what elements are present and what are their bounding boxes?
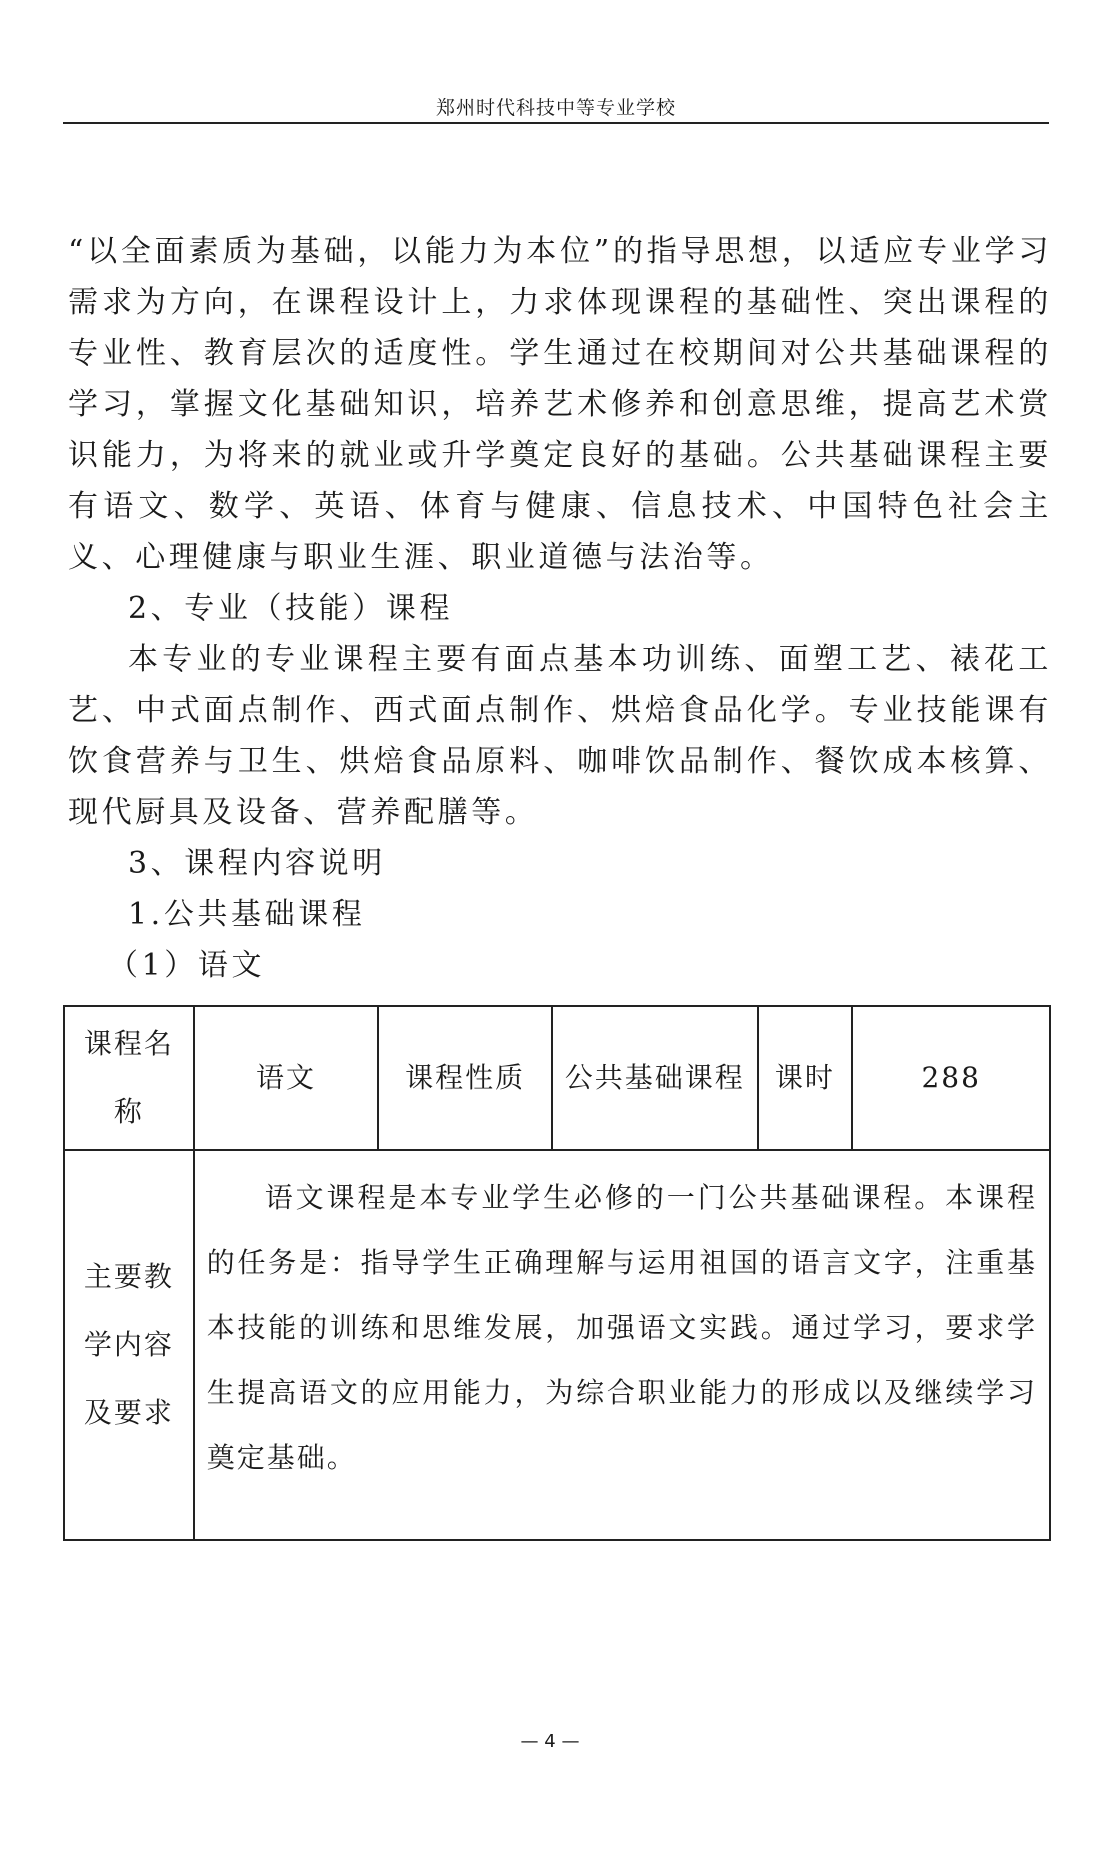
page-header: 郑州时代科技中等专业学校 bbox=[435, 97, 676, 119]
professional-courses-paragraph: 本专业的专业课程主要有面点基本功训练、面塑工艺、裱花工艺、中式面点制作、西式面点制作、烘焙食品化学。专业技能课有饮食营养与卫生、烘焙食品原料、咖啡饮品制作、餐饮成本核算、现代厨具及设备、营养配膳等。 bbox=[68, 642, 1052, 830]
header-divider bbox=[63, 122, 1049, 124]
course-hours-value: 288 bbox=[921, 1061, 981, 1094]
course-name-label: 课程名称 bbox=[83, 1027, 174, 1128]
table-row bbox=[64, 1006, 1050, 1150]
course-hours-cell bbox=[852, 1006, 1050, 1150]
course-nature-cell bbox=[552, 1006, 758, 1150]
section-heading-professional-courses: 2、专业（技能）课程 bbox=[128, 591, 454, 626]
course-name-label-cell bbox=[64, 1006, 194, 1150]
course-hours-label: 课时 bbox=[774, 1061, 835, 1094]
course-info-table bbox=[63, 1005, 1051, 1541]
subsection-heading-chinese: （1）语文 bbox=[108, 948, 266, 983]
course-name-value: 语文 bbox=[256, 1061, 317, 1094]
course-nature-value: 公共基础课程 bbox=[564, 1061, 745, 1094]
course-name-cell bbox=[194, 1006, 379, 1150]
table-row bbox=[64, 1150, 1050, 1540]
course-hours-label-cell bbox=[758, 1006, 853, 1150]
course-nature-label: 课程性质 bbox=[405, 1061, 526, 1094]
page-number: — 4 — bbox=[520, 1731, 580, 1752]
course-nature-label-cell bbox=[378, 1006, 552, 1150]
content-text: 语文课程是本专业学生必修的一门公共基础课程。本课程的任务是：指导学生正确理解与运用祖国的语言文字，注重基本技能的训练和思维发展，加强语文实践。通过学习，要求学生提高语文的应用能力，为综合职业能力的形成以及继续学习奠定基础。 bbox=[206, 1181, 1037, 1474]
subsection-heading-public-courses: 1.公共基础课程 bbox=[128, 897, 366, 932]
content-label: 主要教学内容及要求 bbox=[83, 1260, 174, 1429]
section-heading-course-content: 3、课程内容说明 bbox=[128, 846, 386, 881]
document-body bbox=[68, 226, 1052, 991]
content-label-cell bbox=[64, 1150, 194, 1540]
content-cell bbox=[194, 1150, 1050, 1540]
intro-paragraph: “以全面素质为基础，以能力为本位”的指导思想，以适应专业学习需求为方向，在课程设计上，力求体现课程的基础性、突出课程的专业性、教育层次的适度性。学生通过在校期间对公共基础课程的学习，掌握文化基础知识，培养艺术修养和创意思维，提高艺术赏识能力，为将来的就业或升学奠定良好的基础。公共基础课程主要有语文、数学、英语、体育与健康、信息技术、中国特色社会主义、心理健康与职业生涯、职业道德与法治等。 bbox=[68, 234, 1052, 575]
